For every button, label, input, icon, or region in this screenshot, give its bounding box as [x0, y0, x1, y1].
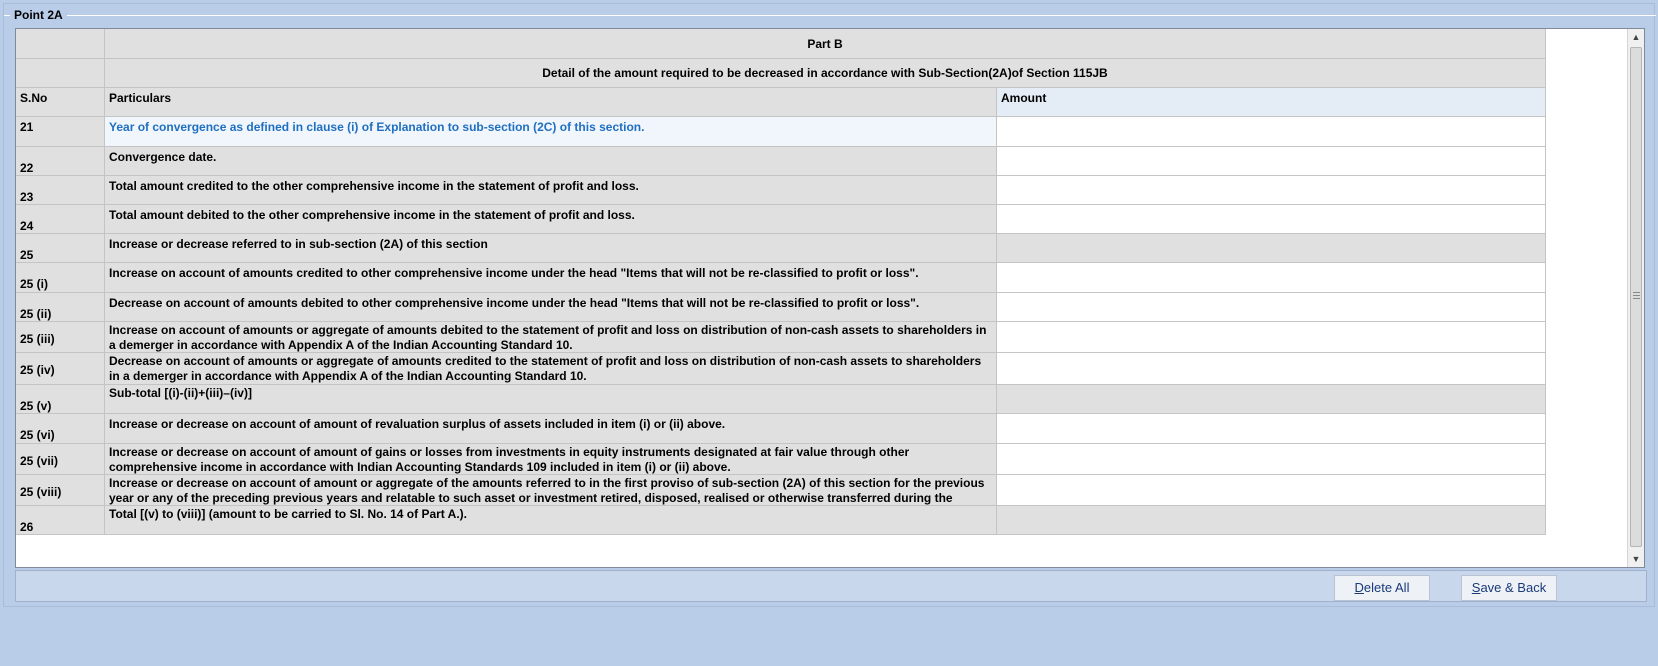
scrollbar-thumb[interactable]	[1630, 47, 1642, 547]
particulars-cell: Increase or decrease referred to in sub-section (2A) of this section	[105, 234, 997, 263]
amount-input[interactable]	[997, 176, 1546, 205]
sno-cell: 26	[16, 506, 105, 535]
amount-input[interactable]	[997, 205, 1546, 234]
particulars-cell: Total [(v) to (viii)] (amount to be carried to Sl. No. 14 of Part A.).	[105, 506, 997, 535]
amount-input[interactable]	[997, 444, 1546, 475]
col-header-sno: S.No	[16, 88, 105, 117]
sno-cell: 24	[16, 205, 105, 234]
particulars-cell: Total amount debited to the other comprehensive income in the statement of profit and loss.	[105, 205, 997, 234]
sno-cell: 25 (iv)	[16, 353, 105, 385]
col-header-particulars: Particulars	[105, 88, 997, 117]
panel-border-line	[4, 15, 1656, 16]
sno-cell: 25 (iii)	[16, 322, 105, 353]
detail-header: Detail of the amount required to be decreased in accordance with Sub-Section(2A)of Section 115JB	[105, 59, 1546, 88]
point-2a-panel	[3, 3, 1655, 607]
header-corner-cell-2	[16, 59, 105, 88]
sno-cell: 25 (ii)	[16, 293, 105, 322]
col-header-amount: Amount	[997, 88, 1546, 117]
particulars-cell: Increase on account of amounts or aggregate of amounts debited to the statement of profit and loss on distribution of non-cash assets to shareholders in a demerger in accordance with Appendix A of the Indian Accounting Standard 10.	[105, 322, 997, 353]
particulars-cell: Increase or decrease on account of amount of revaluation surplus of assets included in item (i) or (ii) above.	[105, 414, 997, 444]
particulars-cell: Year of convergence as defined in clause (i) of Explanation to sub-section (2C) of this section.	[105, 117, 997, 147]
delete-all-mnemonic: D	[1354, 580, 1364, 595]
particulars-cell: Increase or decrease on account of amount or aggregate of the amounts referred to in the first proviso of sub-section (2A) of this section for the previous year or any of the preceding previous years and relatable to such asset or investment retired, disposed, realised or otherwise transferred during the	[105, 475, 997, 506]
amount-input[interactable]	[997, 147, 1546, 176]
header-corner-cell	[16, 29, 105, 59]
vertical-scrollbar[interactable]	[1627, 29, 1644, 567]
save-and-back-button[interactable]	[1461, 575, 1557, 601]
delete-all-label: elete All	[1363, 580, 1410, 595]
amount-input[interactable]	[997, 322, 1546, 353]
panel-title: Point 2A	[10, 8, 67, 22]
particulars-cell: Decrease on account of amounts debited to other comprehensive income under the head "Items that will not be re-classified to profit or loss".	[105, 293, 997, 322]
sno-cell: 25 (vii)	[16, 444, 105, 475]
particulars-cell: Sub-total [(i)-(ii)+(iii)–(iv)]	[105, 385, 997, 414]
amount-input[interactable]	[997, 414, 1546, 444]
particulars-cell: Total amount credited to the other comprehensive income in the statement of profit and loss.	[105, 176, 997, 205]
sno-cell: 25	[16, 234, 105, 263]
amount-input[interactable]	[997, 353, 1546, 385]
sno-cell: 22	[16, 147, 105, 176]
bottom-strip	[0, 607, 1658, 666]
sno-cell: 21	[16, 117, 105, 147]
particulars-cell: Increase or decrease on account of amount of gains or losses from investments in equity instruments designated at fair value through other comprehensive income in accordance with Indian Accounting Standards 109 included in item (i) or (ii) above.	[105, 444, 997, 475]
amount-cell-readonly	[997, 234, 1546, 263]
amount-input[interactable]	[997, 263, 1546, 293]
sno-cell: 25 (i)	[16, 263, 105, 293]
sno-cell: 23	[16, 176, 105, 205]
sno-cell: 25 (vi)	[16, 414, 105, 444]
action-toolbar	[15, 570, 1647, 602]
particulars-cell: Increase on account of amounts credited to other comprehensive income under the head "Items that will not be re-classified to profit or loss".	[105, 263, 997, 293]
particulars-cell: Convergence date.	[105, 147, 997, 176]
particulars-cell: Decrease on account of amounts or aggregate of amounts credited to the statement of profit and loss on distribution of non-cash assets to shareholders in a demerger in accordance with Appendix A of the Indian Accounting Standard 10.	[105, 353, 997, 385]
delete-all-button[interactable]	[1334, 575, 1430, 601]
amount-input[interactable]	[997, 475, 1546, 506]
part-b-table	[15, 28, 1645, 568]
amount-cell-readonly	[997, 506, 1546, 535]
amount-cell-readonly	[997, 385, 1546, 414]
scroll-down-arrow-icon[interactable]: ▼	[1631, 554, 1641, 564]
amount-input[interactable]	[997, 293, 1546, 322]
scrollbar-grip-icon	[1633, 292, 1640, 299]
scroll-up-arrow-icon[interactable]: ▲	[1631, 32, 1641, 42]
sno-cell: 25 (viii)	[16, 475, 105, 506]
save-back-label: ave & Back	[1480, 580, 1547, 595]
amount-input[interactable]	[997, 117, 1546, 147]
save-back-mnemonic: S	[1471, 580, 1481, 595]
part-b-header: Part B	[105, 29, 1546, 59]
sno-cell: 25 (v)	[16, 385, 105, 414]
